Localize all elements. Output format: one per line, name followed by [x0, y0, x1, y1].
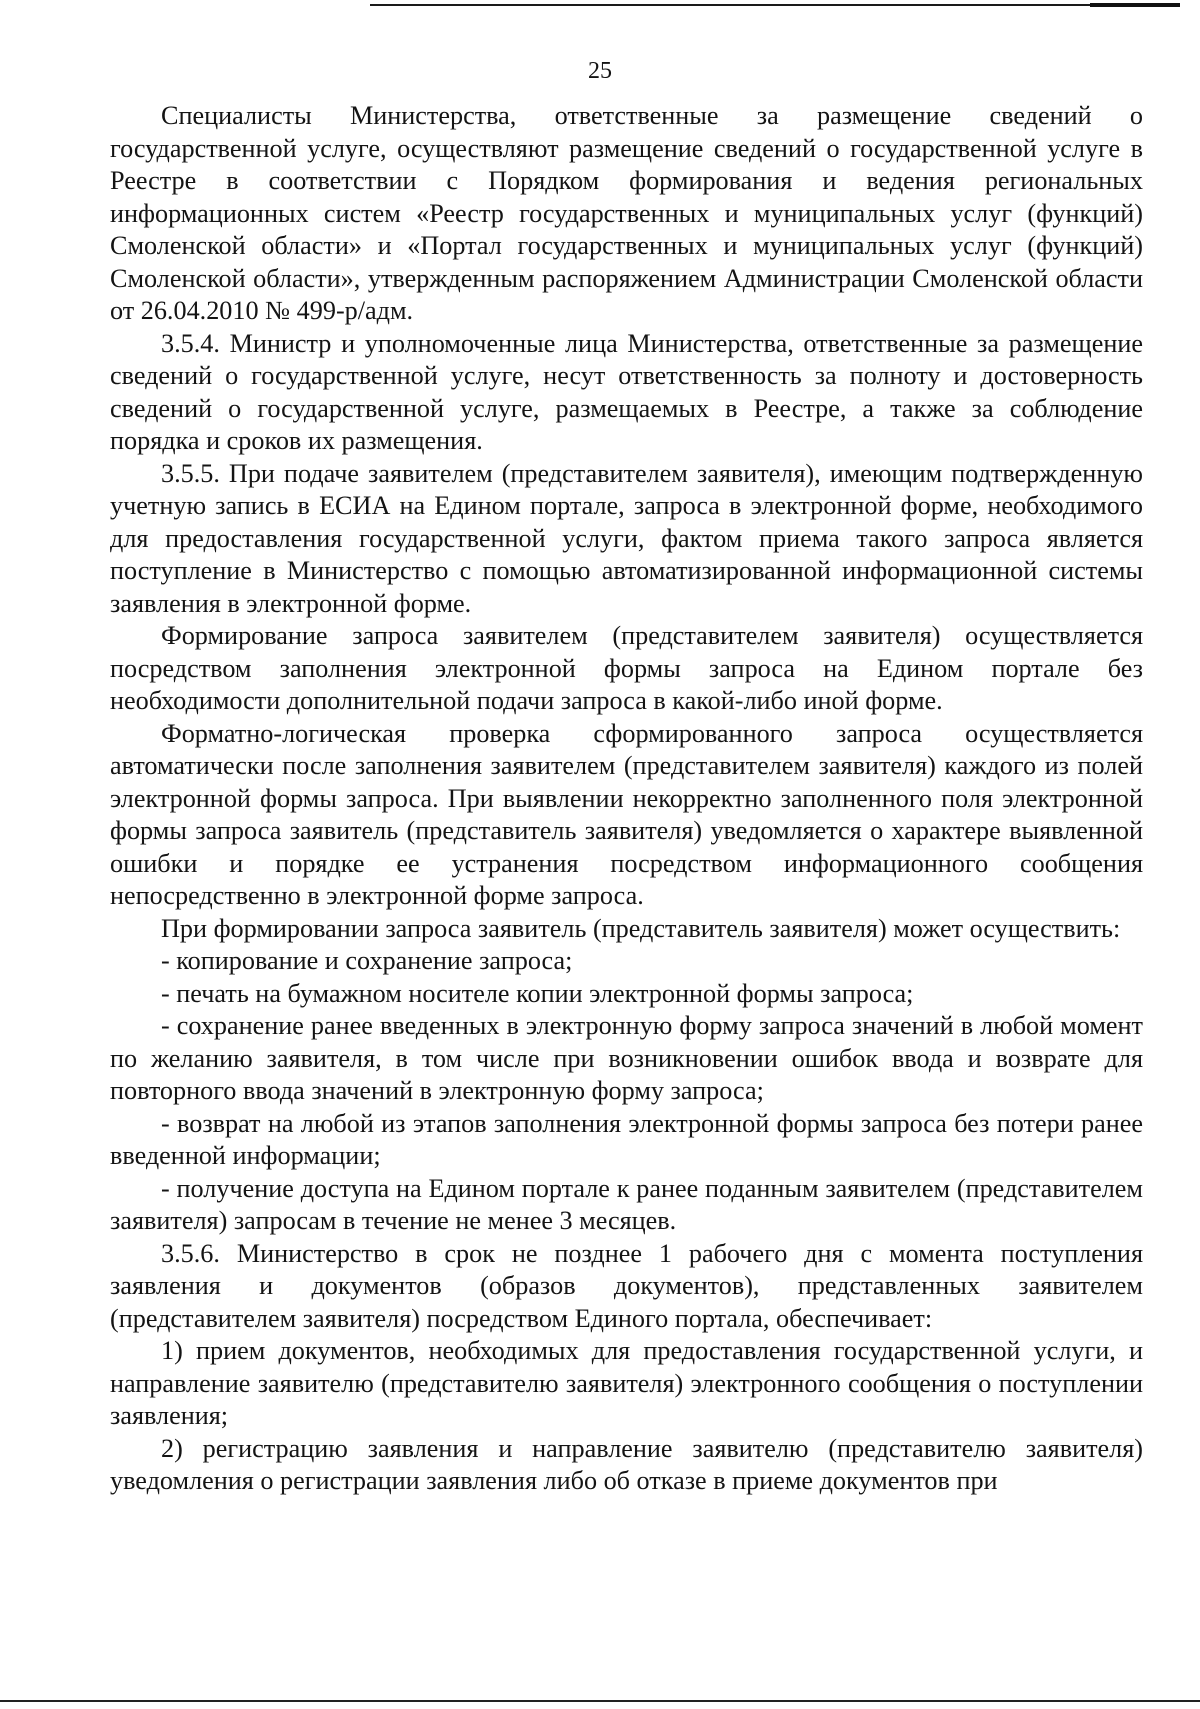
list-item-copy-save: - копирование и сохранение запроса;: [161, 946, 573, 975]
paragraph-format-check: Форматно-логическая проверка сформированного запроса осуществляется автоматически после заполнения заявителем (представителем заявителя) каждого из полей электронной формы запроса. При выявлении некорректно заполненного поля электронной формы запроса заявитель (представитель заявителя) уведомляется о характере выявленной ошибки и порядке ее устранения посредством информационного сообщения непосредственно в электронной форме запроса.: [110, 718, 1143, 910]
list-item-save-values: - сохранение ранее введенных в электронную форму запроса значений в любой момент по желанию заявителя, в том числе при возникновении ошибок ввода и возврате для повторного ввода значений в электронную форму запроса;: [110, 1011, 1143, 1105]
paragraph-3-5-4: 3.5.4. Министр и уполномоченные лица Министерства, ответственные за размещение сведений о государственной услуге, несут ответственность за полноту и достоверность сведений о государственной услуге, размещаемых в Реестре, а также за соблюдение порядка и сроков их размещения.: [110, 328, 1143, 455]
list-item-return-stage: - возврат на любой из этапов заполнения электронной формы запроса без потери ранее введенной информации;: [110, 1108, 1143, 1170]
paragraph-applicant-can: При формировании запроса заявитель (представитель заявителя) может осуществить:: [161, 913, 1121, 943]
paragraph-request-forming: Формирование запроса заявителем (представителем заявителя) осуществляется посредством заполнения электронной формы запроса на Едином портале без необходимости дополнительной подачи запроса в какой-либо иной форме.: [110, 621, 1143, 715]
list-item-access-requests: - получение доступа на Едином портале к ранее поданным заявителем (представителем заявителя) запросам в течение не менее 3 месяцев.: [110, 1173, 1143, 1235]
paragraph-3-5-5: 3.5.5. При подаче заявителем (представителем заявителя), имеющим подтвержденную учетную запись в ЕСИА на Едином портале, запроса в электронной форме, необходимого для предоставления государственной услуги, фактом приема такого запроса является поступление в Министерство с помощью автоматизированной информационной системы заявления в электронной форме.: [110, 458, 1143, 618]
list-item-print: - печать на бумажном носителе копии электронной формы запроса;: [161, 978, 914, 1008]
bottom-scan-rule: [0, 1700, 1200, 1702]
top-scan-rule: [370, 4, 1180, 6]
paragraph-3-5-6: 3.5.6. Министерство в срок не позднее 1 рабочего дня с момента поступления заявления и документов (образов документов), представленных заявителем (представителем заявителя) посредством Единого портала, обеспечивает:: [110, 1238, 1143, 1333]
page-number: 25: [588, 58, 612, 84]
document-body: [110, 100, 1143, 1498]
list-item-registration: 2) регистрацию заявления и направление заявителю (представителю заявителя) уведомления о регистрации заявления либо об отказе в приеме документов при: [110, 1433, 1143, 1495]
top-scan-mark: [1090, 3, 1180, 7]
paragraph-specialists: Специалисты Министерства, ответственные за размещение сведений о государственной услуге, осуществляют размещение сведений о государственной услуге в Реестре в соответствии с Порядком формирования и ведения региональных информационных систем «Реестр государственных и муниципальных услуг (функций) Смоленской области» и «Портал государственных и муниципальных услуг (функций) Смоленской области», утвержденным распоряжением Администрации Смоленской области от 26.04.2010 № 499-р/адм.: [110, 101, 1143, 325]
list-item-receive-documents: 1) прием документов, необходимых для предоставления государственной услуги, и направление заявителю (представителю заявителя) электронного сообщения о поступлении заявления;: [110, 1336, 1143, 1430]
